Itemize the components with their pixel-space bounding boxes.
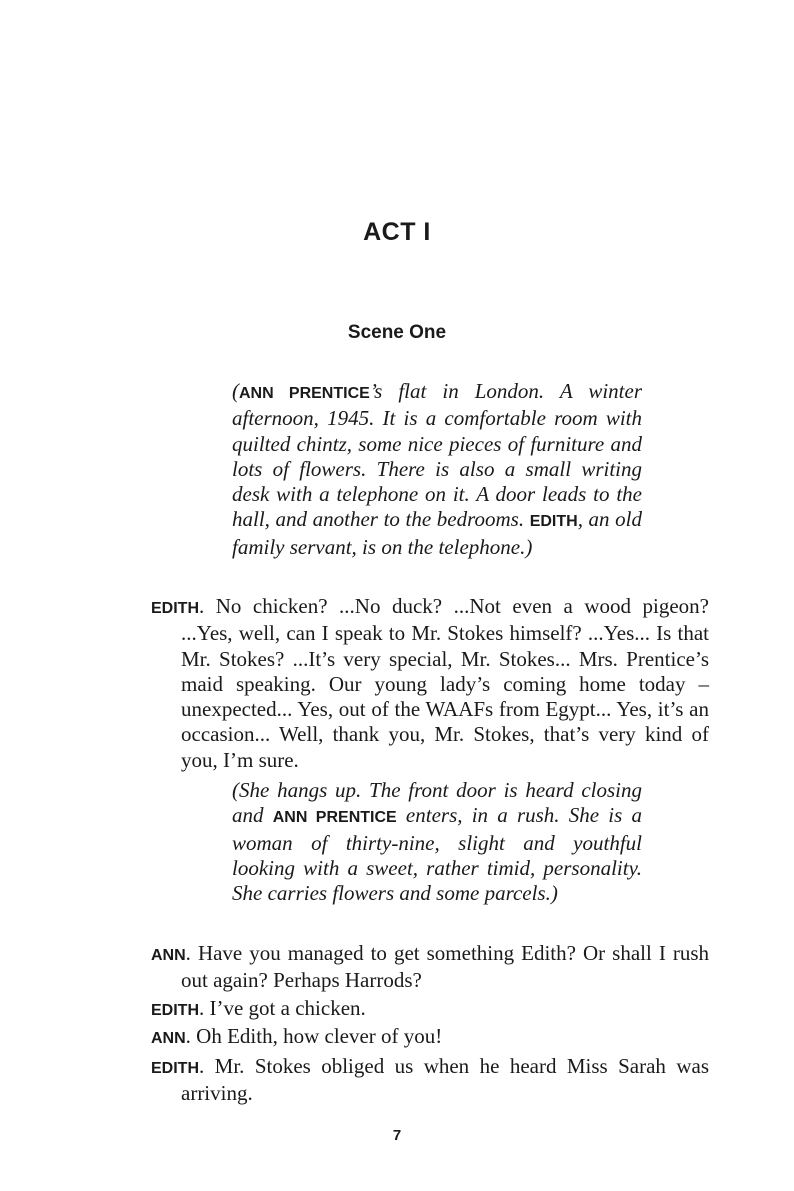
open-paren: ( xyxy=(232,379,239,403)
direction-text: , an old family servant, is on the telephone.) xyxy=(232,507,642,559)
act-heading: ACT I xyxy=(363,218,431,246)
direction-text: (She hangs up. The front door is heard closing and xyxy=(232,778,642,828)
dialogue-line xyxy=(151,996,709,1023)
dialogue-text: . No chicken? ...No duck? ...Not even a wood pigeon? ...Yes, well, can I speak to Mr. Stokes himself? ...Yes... Is that Mr. Stokes? ...It’s very special, Mr. Stokes... Mrs. Prentice’s maid speaking. Our young lady’s coming home today – unexpected... Yes, out of the WAAFs from Egypt... Yes, it’s an occasion... Well, thank you, Mr. Stokes, that’s very kind of you, I’m sure. xyxy=(181,594,709,772)
stage-direction-opening xyxy=(232,379,642,560)
direction-text: ’s flat in London. A winter afternoon, 1945. It is a comfortable room with quilted chintz, some nice pieces of furniture and lots of flowers. There is also a small writing desk with a telephone on it. A door leads to the hall, and another to the bedrooms. xyxy=(232,379,642,532)
speaker-name: ANN xyxy=(151,947,186,964)
dialogue-text: . Have you managed to get something Edith? Or shall I rush out again? Perhaps Harrods? xyxy=(181,941,709,993)
dialogue-line xyxy=(151,1054,709,1107)
speaker-name: EDITH xyxy=(151,1002,199,1019)
speaker-name: EDITH xyxy=(151,1060,199,1077)
dialogue-line xyxy=(151,941,709,994)
dialogue-text: . I’ve got a chicken. xyxy=(199,996,366,1020)
dialogue-line xyxy=(151,594,709,773)
page-number: 7 xyxy=(392,1127,402,1144)
character-name: EDITH xyxy=(529,513,578,531)
character-name: ANN PRENTICE xyxy=(272,809,397,827)
direction-text: enters, in a rush. She is a woman of thirty-nine, slight and youthful looking with a sweet, rather timid, personality. She carries flowers and some parcels.) xyxy=(232,803,643,906)
character-name: ANN PRENTICE xyxy=(239,385,370,402)
dialogue-text: . Mr. Stokes obliged us when he heard Miss Sarah was arriving. xyxy=(181,1054,709,1106)
speaker-name: EDITH xyxy=(151,600,199,617)
scene-heading: Scene One xyxy=(347,322,447,343)
dialogue-line xyxy=(151,1024,709,1051)
speaker-name: ANN xyxy=(151,1030,186,1047)
dialogue-text: . Oh Edith, how clever of you! xyxy=(185,1024,443,1048)
stage-direction xyxy=(232,778,642,906)
